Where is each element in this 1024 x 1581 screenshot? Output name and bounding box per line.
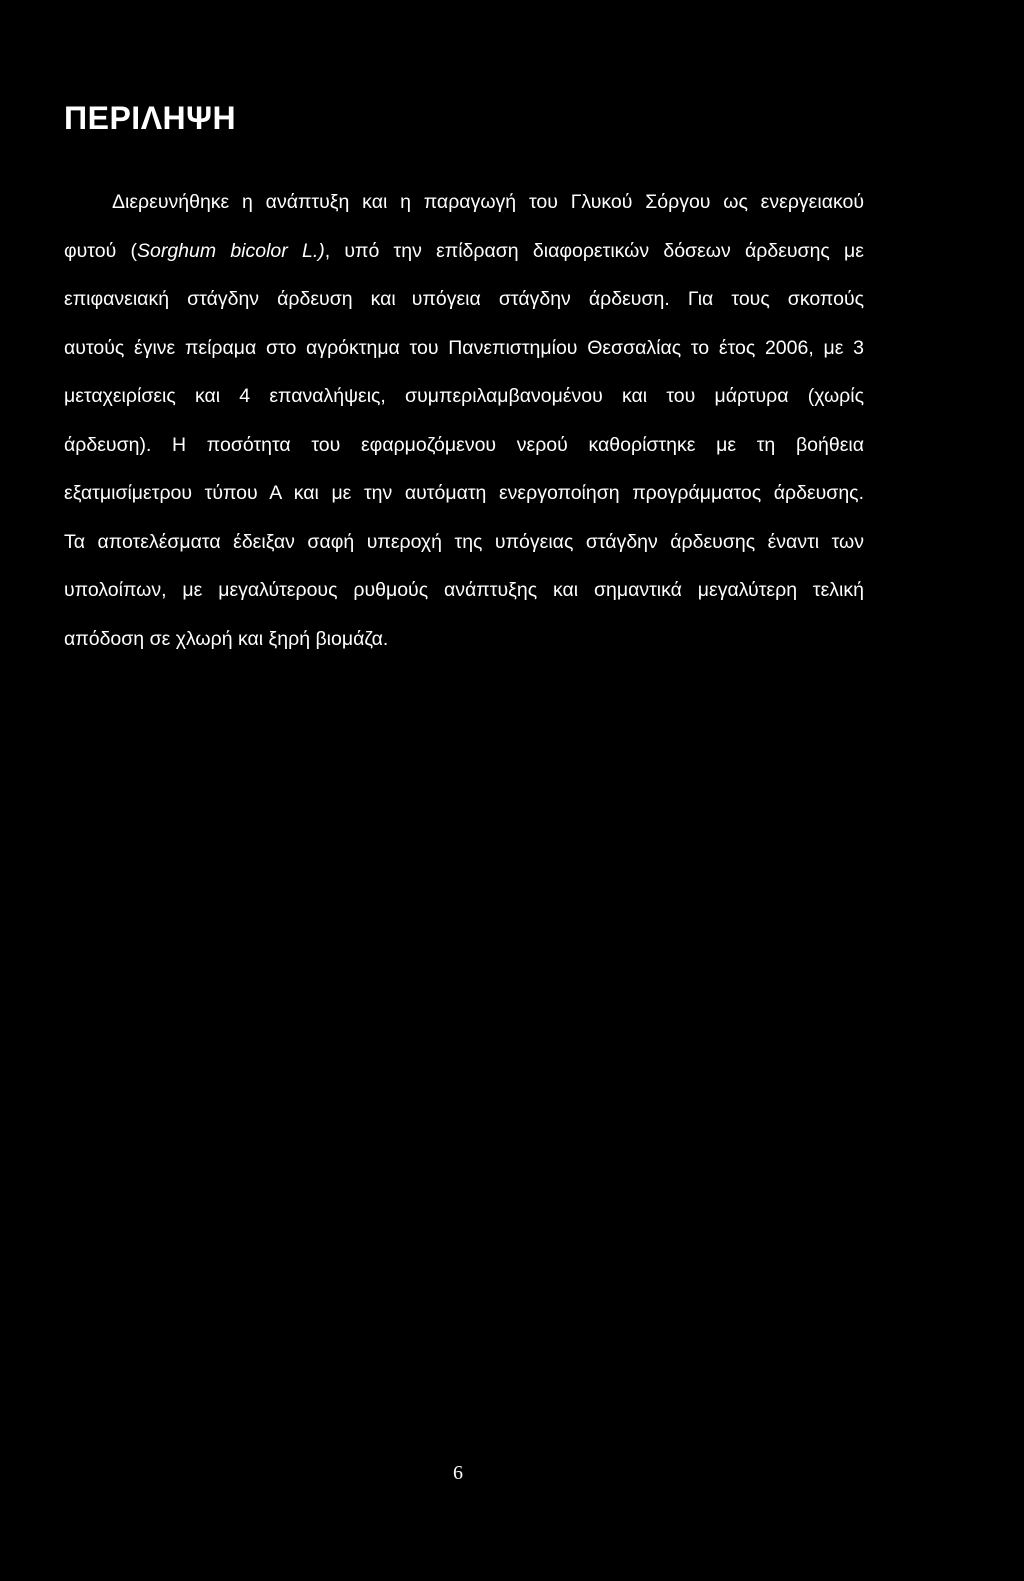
paragraph-line: Διερευνήθηκε η ανάπτυξη και η παραγωγή του Γλυκού Σόργου ως ενεργειακού xyxy=(112,191,864,213)
page-title: ΠΕΡΙΛΗΨΗ xyxy=(64,100,237,136)
paragraph-line: άρδευση). Η ποσότητα του εφαρμοζόμενου νερού καθορίστηκε με τη βοήθεια xyxy=(64,433,864,456)
paragraph-line: Τα αποτελέσματα έδειξαν σαφή υπεροχή της υπόγειας στάγδην άρδευσης έναντι των xyxy=(64,530,864,553)
paragraph-line: υπολοίπων, με μεγαλύτερους ρυθμούς ανάπτυξης και σημαντικά μεγαλύτερη τελική xyxy=(64,579,864,601)
species-name-italic: Sorghum bicolor L.) xyxy=(136,239,325,262)
paragraph-line xyxy=(64,232,864,281)
text-run: φυτού ( xyxy=(64,239,137,262)
page-number: 6 xyxy=(453,1462,463,1484)
paragraph-line: απόδοση σε χλωρή και ξηρή βιομάζα. xyxy=(64,627,389,650)
text-run: , υπό την επίδραση διαφορετικών δόσεων άρδευσης με xyxy=(324,239,864,262)
paragraph-line: εξατμισίμετρου τύπου Α και με την αυτόματη ενεργοποίηση προγράμματος άρδευσης. xyxy=(64,482,864,504)
abstract-paragraph xyxy=(64,183,864,668)
paragraph-line: μεταχειρίσεις και 4 επαναλήψεις, συμπεριλαμβανομένου και του μάρτυρα (χωρίς xyxy=(64,385,864,407)
text-run: υπόγεια στάγδην άρδευση. Για τους σκοπούς xyxy=(411,288,865,310)
paragraph-line xyxy=(64,280,864,329)
paragraph-line: αυτούς έγινε πείραμα στο αγρόκτημα του Πανεπιστημίου Θεσσαλίας το έτος 2006, με 3 xyxy=(64,336,864,359)
text-run: επιφανειακή στάγδην άρδευση και xyxy=(64,288,396,310)
